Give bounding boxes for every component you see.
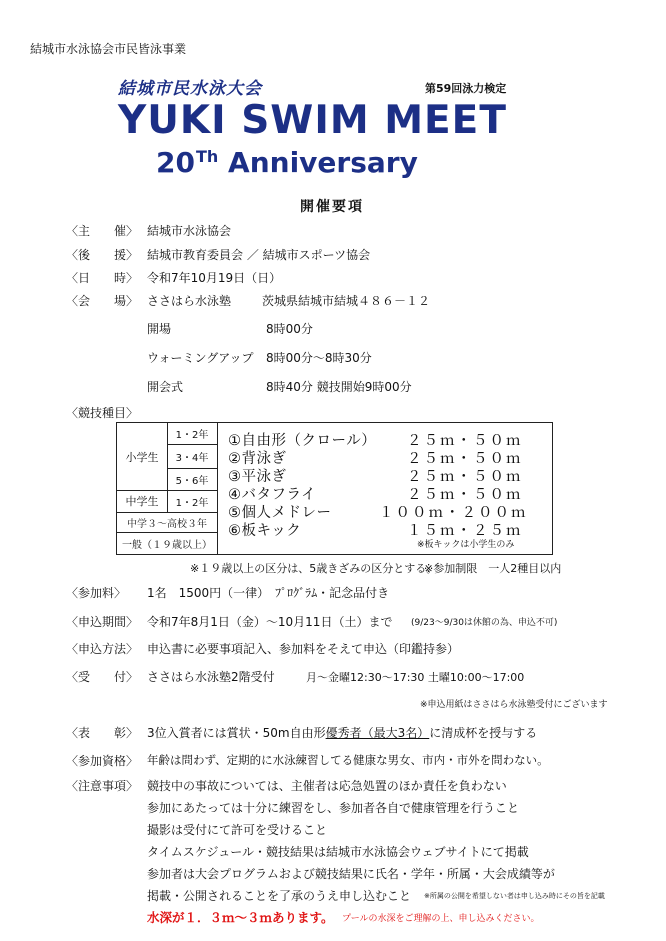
event-item-name: ⑤個人メドレー [228, 505, 332, 521]
awards-text-a: 3位入賞者には賞状・50m自由形 [147, 726, 326, 740]
awards-text-b: 優秀者（最大3名） [325, 726, 430, 740]
event-item-distance: ２５ｍ・５０ｍ [407, 451, 523, 467]
category-elementary: 小学生 [125, 450, 159, 464]
awards-value [147, 724, 537, 741]
age-note: ※１９歳以上の区分は、5歳きざみの区分とする。 [190, 562, 438, 575]
organization-line: 結城市水泳協会市民皆泳事業 [30, 42, 187, 56]
date-label: 〈日 時〉 [66, 271, 139, 285]
grade-elem-3-4: 3・4年 [175, 452, 209, 464]
schedule-open-label: 開場 [147, 322, 172, 336]
publish-note: ※所属の公開を希望しない者は申し込み時にその旨を記載 [424, 892, 605, 900]
category-general: 一般（１９歳以上） [122, 539, 212, 551]
category-junior: 中学生 [125, 495, 159, 508]
support-value: 結城市教育委員会 ／ 結城市スポーツ協会 [147, 248, 371, 262]
support-label: 〈後 援〉 [66, 248, 139, 262]
schedule-warmup-time: 8時00分～8時30分 [266, 351, 372, 365]
host-value: 結城市水泳協会 [147, 224, 232, 238]
depth-note: プールの水深をご理解の上、申し込みください。 [342, 914, 540, 924]
reception-note: ※申込用紙はささはら水泳塾受付にございます [420, 700, 608, 710]
qualification-label: 〈参加資格〉 [66, 754, 139, 768]
anniversary-suffix: Th [195, 146, 219, 166]
host-label: 〈主 催〉 [66, 224, 139, 238]
limit-note: ※参加制限 一人2種目以内 [424, 562, 562, 575]
venue-address: 茨城県結城市結城４８６－１２ [262, 294, 431, 308]
event-item-name: ③平泳ぎ [228, 469, 287, 485]
edition-label: 第59回泳力検定 [425, 82, 507, 95]
date-value: 令和7年10月19日（日） [147, 271, 282, 285]
event-item-distance: ２５ｍ・５０ｍ [407, 433, 523, 449]
schedule-ceremony-time: 8時40分 競技開始9時00分 [266, 380, 412, 394]
apply-method-label: 〈申込方法〉 [66, 642, 139, 656]
awards-text-c: に清成杯を授与する [429, 726, 538, 740]
main-title: YUKI SWIM MEET [118, 98, 507, 143]
anniversary-word: Anniversary [218, 146, 418, 179]
category-jh3-hs3: 中学３～高校３年 [127, 518, 207, 530]
event-name-jp: 結城市民水泳大会 [118, 79, 262, 99]
event-item-distance: ２５ｍ・５０ｍ [407, 469, 523, 485]
event-item-name: ②背泳ぎ [228, 451, 287, 467]
schedule-warmup-label: ウォーミングアップ [147, 351, 254, 365]
event-item-distance: １５ｍ・２５ｍ [407, 523, 523, 539]
anniversary-title [156, 146, 418, 179]
venue-value: ささはら水泳塾 [147, 294, 232, 308]
grade-elem-5-6: 5・6年 [175, 475, 209, 487]
notes-label: 〈注意事項〉 [66, 779, 139, 793]
fee-label: 〈参加料〉 [66, 586, 127, 600]
fee-value: 1名 1500円（一律） ﾌﾟﾛｸﾞﾗﾑ・記念品付き [147, 586, 390, 600]
reception-place: ささはら水泳塾2階受付 [147, 670, 275, 684]
event-item-name: ⑥板キック [228, 523, 302, 539]
depth-warning: 水深が１．３ｍ～３ｍあります。 [147, 910, 334, 925]
notes-line: 参加にあたっては十分に練習をし、参加者各自で健康管理を行うこと [147, 801, 520, 815]
schedule-open-time: 8時00分 [266, 322, 313, 336]
venue-label: 〈会 場〉 [66, 294, 139, 308]
apply-period-label: 〈申込期間〉 [66, 615, 139, 629]
notes-line: 参加者は大会プログラムおよび競技結果に氏名・学年・所属・大会成績等が [147, 867, 555, 881]
kick-note: ※板キックは小学生のみ [417, 540, 515, 550]
qualification-value: 年齢は問わず、定期的に水泳練習してる健康な男女、市内・市外を問わない。 [147, 753, 549, 767]
grade-elem-1-2: 1・2年 [175, 430, 209, 441]
apply-period-note: (9/23～9/30は休館の為、申込不可) [411, 618, 558, 628]
event-item-name: ④バタフライ [228, 487, 317, 503]
events-label: 〈競技種目〉 [66, 406, 139, 420]
events-table [116, 422, 553, 555]
anniversary-number: 20 [156, 146, 195, 179]
apply-method-value: 申込書に必要事項記入、参加料をそえて申込（印鑑持参） [147, 642, 460, 656]
apply-period-value: 令和7年8月1日（金）～10月11日（土）まで [147, 615, 393, 629]
reception-hours: 月～金曜12:30～17:30 土曜10:00～17:00 [306, 671, 525, 684]
notes-line: 掲載・公開されることを了承のうえ申し込むこと [147, 889, 412, 903]
reception-label: 〈受 付〉 [66, 670, 139, 684]
awards-label: 〈表 彰〉 [66, 726, 139, 740]
notes-line: 競技中の事故については、主催者は応急処置のほか責任を負わない [147, 779, 507, 793]
section-heading: 開催要項 [300, 199, 364, 215]
event-item-name: ①自由形（クロール） [228, 433, 377, 449]
event-item-distance: ２５ｍ・５０ｍ [407, 487, 523, 503]
event-item-distance: １００ｍ・２００ｍ [379, 505, 528, 521]
notes-line: タイムスケジュール・競技結果は結城市水泳協会ウェブサイトにて掲載 [147, 845, 529, 859]
notes-line: 撮影は受付にて許可を受けること [147, 823, 328, 837]
grade-junior-1-2: 1・2年 [175, 497, 209, 509]
schedule-ceremony-label: 開会式 [147, 380, 184, 394]
